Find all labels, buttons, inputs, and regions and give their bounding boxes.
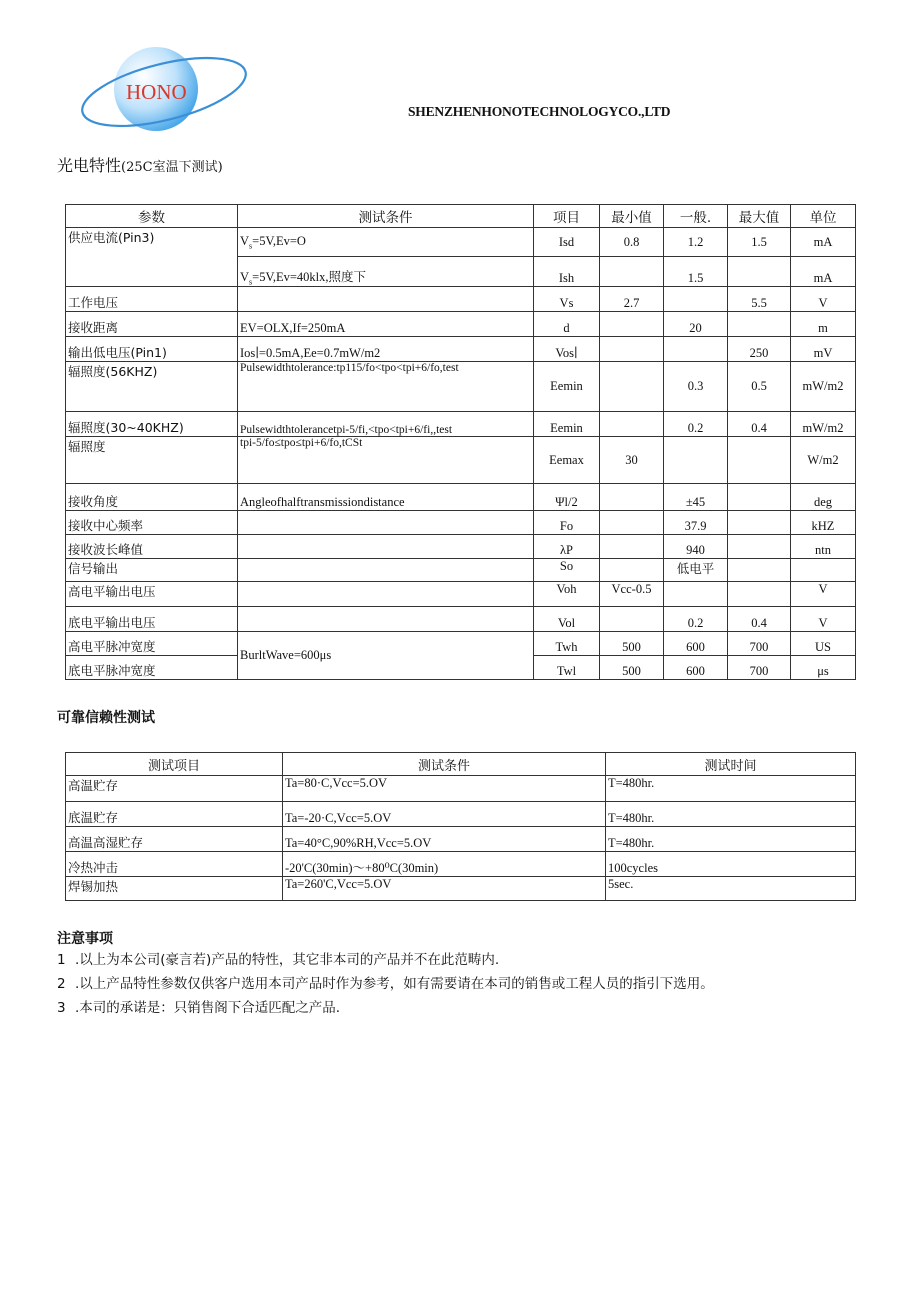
table-row <box>66 312 856 337</box>
min-cell <box>600 257 664 287</box>
note-number: 2 <box>57 976 66 992</box>
col-param: 参数 <box>66 205 238 228</box>
col-test-time: 测试时间 <box>606 753 856 776</box>
min-cell: 0.8 <box>600 228 664 257</box>
param-cell: 供应电流(Pin3) <box>66 228 238 287</box>
spec-subtitle: (25C室温下测试) <box>121 160 223 175</box>
unit-cell: V <box>791 607 856 632</box>
cond-cell: Angleofhalftransmissiondistance <box>238 484 534 511</box>
table-row <box>66 776 856 802</box>
unit-cell: V <box>791 582 856 607</box>
table-row <box>66 802 856 827</box>
cond-cell: $V_s=5V,Ev=O$ <box>238 228 534 257</box>
min-cell: 2.7 <box>600 287 664 312</box>
cond-cell: $V_s=5V,Ev=40klx$,照度下 <box>238 257 534 287</box>
typ-cell: 0.2 <box>664 412 728 437</box>
company-name: SHENZHENHONOTECHNOLOGYCO.,LTD <box>408 104 671 119</box>
min-cell: Vcc-0.5 <box>600 582 664 607</box>
table-row <box>66 228 856 257</box>
max-cell <box>728 437 791 484</box>
spec-header-row <box>66 205 856 228</box>
note-text: .以上产品特性参数仅供客户选用本司产品时作为参考，如有需要请在本司的销售或工程人员的指引下选用。 <box>75 976 714 992</box>
cond-cell: BurltWave=600μs <box>238 632 534 680</box>
unit-cell <box>791 559 856 582</box>
logo-text: HONO <box>126 80 187 104</box>
col-test-item: 测试项目 <box>66 753 283 776</box>
typ-cell <box>664 437 728 484</box>
col-max: 最大值 <box>728 205 791 228</box>
min-cell <box>600 511 664 535</box>
param-cell: 辐照度(30~40KHZ) <box>66 412 238 437</box>
param-cell: 接收波长峰值 <box>66 535 238 559</box>
test-item-cell: 焊锡加热 <box>66 877 283 901</box>
cond-cell <box>238 287 534 312</box>
item-cell: So <box>534 559 600 582</box>
param-cell: 接收中心频率 <box>66 511 238 535</box>
cond-cell <box>238 582 534 607</box>
test-cond-cell: Ta=80·C,Vcc=5.OV <box>283 776 606 802</box>
item-cell: λP <box>534 535 600 559</box>
max-cell: 1.5 <box>728 228 791 257</box>
test-cond-cell: -20'C(30min)～+80⁰C(30min) <box>283 852 606 877</box>
note-text: .本司的承诺是：只销售阁下合适匹配之产品. <box>75 1000 341 1016</box>
table-row <box>66 632 856 656</box>
typ-cell: 0.2 <box>664 607 728 632</box>
unit-cell: mW/m2 <box>791 362 856 412</box>
note-item <box>57 996 714 1020</box>
item-cell: Eemin <box>534 362 600 412</box>
min-cell: 30 <box>600 437 664 484</box>
min-cell <box>600 312 664 337</box>
unit-cell: deg <box>791 484 856 511</box>
table-row <box>66 412 856 437</box>
table-row <box>66 582 856 607</box>
item-cell: Voh <box>534 582 600 607</box>
param-cell: 高电平输出电压 <box>66 582 238 607</box>
table-row <box>66 852 856 877</box>
item-cell: Fo <box>534 511 600 535</box>
max-cell: 700 <box>728 632 791 656</box>
max-cell <box>728 484 791 511</box>
test-time-cell: T=480hr. <box>606 827 856 852</box>
cond-cell <box>238 607 534 632</box>
test-cond-cell: Ta=-20·C,Vcc=5.OV <box>283 802 606 827</box>
max-cell: 0.4 <box>728 412 791 437</box>
unit-cell: m <box>791 312 856 337</box>
max-cell <box>728 511 791 535</box>
col-test-condition: 测试条件 <box>283 753 606 776</box>
cond-cell <box>238 559 534 582</box>
unit-cell: mW/m2 <box>791 412 856 437</box>
min-cell: 500 <box>600 656 664 680</box>
min-cell <box>600 412 664 437</box>
min-cell <box>600 607 664 632</box>
note-item <box>57 948 714 972</box>
typ-cell: 1.2 <box>664 228 728 257</box>
typ-cell <box>664 287 728 312</box>
unit-cell: US <box>791 632 856 656</box>
col-unit: 单位 <box>791 205 856 228</box>
test-time-cell: 100cycles <box>606 852 856 877</box>
hono-logo-icon <box>78 44 250 134</box>
max-cell <box>728 535 791 559</box>
param-cell: 输出低电压(Pin1) <box>66 337 238 362</box>
cond-cell: Pulsewidthtolerancetpi-5/fi,<tpo<tpi+6/fi,,test <box>238 412 534 437</box>
table-row <box>66 877 856 901</box>
param-cell: 底电平输出电压 <box>66 607 238 632</box>
table-row <box>66 362 856 412</box>
param-cell: 接收距离 <box>66 312 238 337</box>
item-cell: Twl <box>534 656 600 680</box>
cond-cell: Pulsewidthtolerance:tp115/fo<tpo<tpi+6/fo,test <box>238 362 534 412</box>
company-logo <box>78 44 250 134</box>
item-cell: d <box>534 312 600 337</box>
note-item <box>57 972 714 996</box>
typ-cell: 0.3 <box>664 362 728 412</box>
test-time-cell: T=480hr. <box>606 776 856 802</box>
typ-cell: 37.9 <box>664 511 728 535</box>
item-cell: Twh <box>534 632 600 656</box>
param-cell: 辐照度 <box>66 437 238 484</box>
unit-cell: mA <box>791 257 856 287</box>
cond-cell <box>238 535 534 559</box>
min-cell <box>600 362 664 412</box>
test-cond-cell: Ta=40°C,90%RH,Vcc=5.OV <box>283 827 606 852</box>
col-min: 最小值 <box>600 205 664 228</box>
max-cell: 700 <box>728 656 791 680</box>
test-item-cell: 高温贮存 <box>66 776 283 802</box>
typ-cell: ±45 <box>664 484 728 511</box>
min-cell <box>600 337 664 362</box>
unit-cell: μs <box>791 656 856 680</box>
typ-cell: 1.5 <box>664 257 728 287</box>
table-row <box>66 535 856 559</box>
max-cell <box>728 257 791 287</box>
max-cell: 5.5 <box>728 287 791 312</box>
param-cell: 信号输出 <box>66 559 238 582</box>
min-cell <box>600 484 664 511</box>
test-cond-cell: Ta=260'C,Vcc=5.OV <box>283 877 606 901</box>
col-item: 项目 <box>534 205 600 228</box>
min-cell: 500 <box>600 632 664 656</box>
reliability-table <box>65 752 856 901</box>
notes-title: 注意事项 <box>57 931 113 947</box>
item-cell: Vos∣ <box>534 337 600 362</box>
typ-cell: 600 <box>664 656 728 680</box>
max-cell: 0.5 <box>728 362 791 412</box>
test-item-cell: 底温贮存 <box>66 802 283 827</box>
table-row <box>66 607 856 632</box>
test-time-cell: 5sec. <box>606 877 856 901</box>
reliability-header-row <box>66 753 856 776</box>
typ-cell: 20 <box>664 312 728 337</box>
note-number: 1 <box>57 952 66 968</box>
max-cell: 250 <box>728 337 791 362</box>
item-cell: Vs <box>534 287 600 312</box>
typ-cell: 940 <box>664 535 728 559</box>
unit-cell: W/m2 <box>791 437 856 484</box>
max-cell <box>728 312 791 337</box>
spec-title: 光电特性 <box>57 156 122 175</box>
test-time-cell: T=480hr. <box>606 802 856 827</box>
param-cell: 底电平脉冲宽度 <box>66 656 238 680</box>
typ-cell <box>664 337 728 362</box>
col-condition: 测试条件 <box>238 205 534 228</box>
test-item-cell: 冷热冲击 <box>66 852 283 877</box>
min-cell <box>600 535 664 559</box>
cond-cell: Ios∣=0.5mA,Ee=0.7mW/m2 <box>238 337 534 362</box>
spec-table <box>65 204 856 680</box>
max-cell: 0.4 <box>728 607 791 632</box>
reliability-title: 可靠信赖性测试 <box>57 710 155 726</box>
note-number: 3 <box>57 1000 66 1016</box>
max-cell <box>728 559 791 582</box>
cond-cell: tpi-5/fo≤tpo≤tpi+6/fo,tCSt <box>238 437 534 484</box>
table-row <box>66 484 856 511</box>
table-row <box>66 827 856 852</box>
param-cell: 工作电压 <box>66 287 238 312</box>
table-row <box>66 337 856 362</box>
cond-cell: EV=OLX,If=250mA <box>238 312 534 337</box>
param-cell: 高电平脉冲宽度 <box>66 632 238 656</box>
unit-cell: mV <box>791 337 856 362</box>
item-cell: Isd <box>534 228 600 257</box>
item-cell: Vol <box>534 607 600 632</box>
table-row <box>66 559 856 582</box>
cond-cell <box>238 511 534 535</box>
col-typ: 一般. <box>664 205 728 228</box>
table-row <box>66 437 856 484</box>
table-row <box>66 511 856 535</box>
test-item-cell: 高温高湿贮存 <box>66 827 283 852</box>
min-cell <box>600 559 664 582</box>
typ-cell: 低电平 <box>664 559 728 582</box>
item-cell: Ψl/2 <box>534 484 600 511</box>
unit-cell: ntn <box>791 535 856 559</box>
note-text: .以上为本公司(豪言若)产品的特性，其它非本司的产品并不在此范畴内. <box>75 952 500 968</box>
unit-cell: V <box>791 287 856 312</box>
item-cell: Eemin <box>534 412 600 437</box>
typ-cell <box>664 582 728 607</box>
spec-heading <box>57 153 223 176</box>
max-cell <box>728 582 791 607</box>
item-cell: Ish <box>534 257 600 287</box>
param-cell: 辐照度(56KHZ) <box>66 362 238 412</box>
item-cell: Eemax <box>534 437 600 484</box>
param-cell: 接收角度 <box>66 484 238 511</box>
unit-cell: mA <box>791 228 856 257</box>
notes-list <box>57 948 714 1020</box>
table-row <box>66 287 856 312</box>
unit-cell: kHZ <box>791 511 856 535</box>
typ-cell: 600 <box>664 632 728 656</box>
